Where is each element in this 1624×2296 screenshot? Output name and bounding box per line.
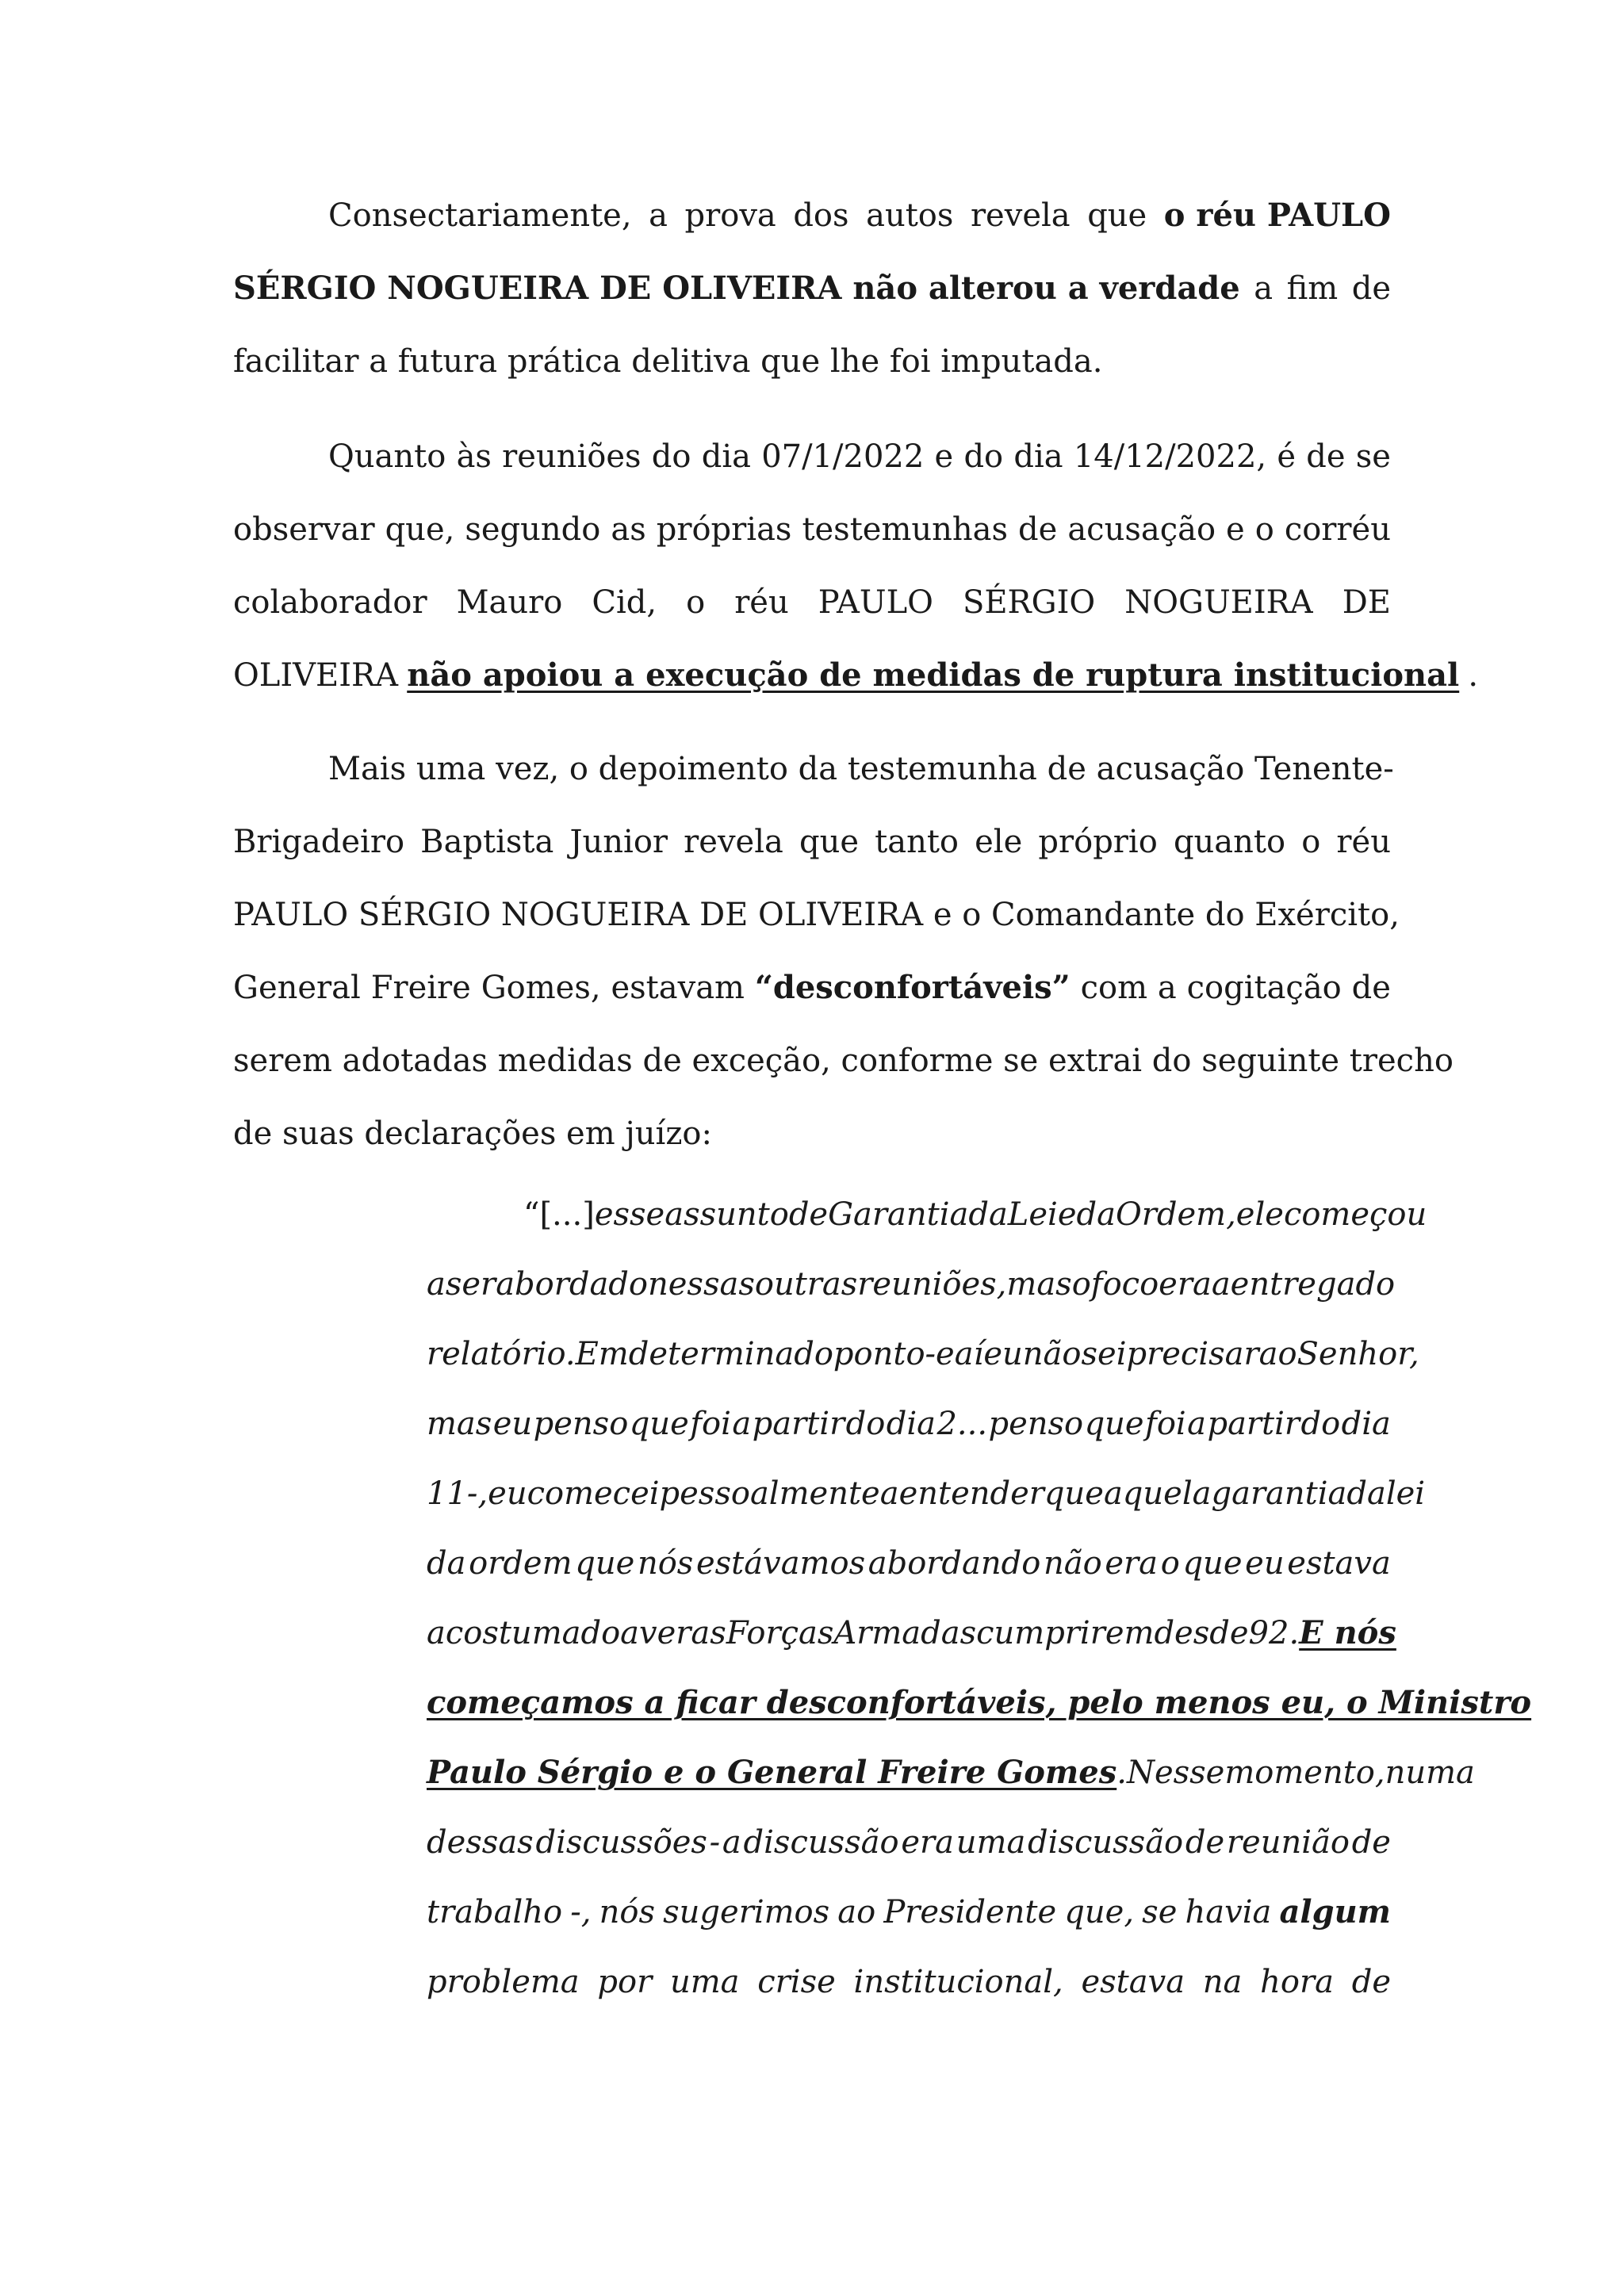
quote-segment: discussão bbox=[743, 1824, 899, 1861]
quote-segment: foi bbox=[690, 1406, 731, 1442]
quote-line-6 bbox=[427, 1544, 1391, 1582]
quote-segment: ao bbox=[1258, 1336, 1297, 1372]
quote-segment: aí bbox=[954, 1336, 984, 1372]
quote-segment: 11 bbox=[427, 1475, 467, 1512]
quote-line-1 bbox=[523, 1196, 1427, 1234]
quote-segment: que bbox=[1182, 1545, 1243, 1582]
text-segment: às bbox=[456, 438, 492, 475]
quote-segment: da bbox=[968, 1196, 1008, 1233]
quote-segment: do bbox=[845, 1406, 886, 1442]
text-segment: quanto bbox=[1173, 824, 1286, 860]
text-segment: Cid, bbox=[592, 584, 657, 621]
quote-segment: eu bbox=[488, 1475, 527, 1512]
quote-segment: reunião bbox=[1226, 1824, 1350, 1861]
paragraph-2-line-3 bbox=[233, 584, 1391, 622]
text-segment: que bbox=[799, 824, 860, 860]
quote-segment: abordando bbox=[868, 1545, 1041, 1582]
text-segment: dia bbox=[1013, 438, 1063, 475]
quote-segment: Ordem, bbox=[1115, 1196, 1236, 1233]
quote-segment: precisar bbox=[1126, 1336, 1259, 1372]
quote-segment: pessoalmente bbox=[659, 1475, 880, 1512]
text-segment: 07/1/2022 bbox=[761, 438, 925, 475]
paragraph-1-line-3 bbox=[233, 342, 1391, 381]
quote-segment: que bbox=[1044, 1475, 1104, 1512]
quote-segment: foco bbox=[1090, 1266, 1159, 1303]
text-segment: que bbox=[1087, 197, 1147, 234]
text-segment: não apoiou a execução de medidas de ruptura institucional bbox=[407, 656, 1460, 694]
quote-segment: institucional, bbox=[853, 1964, 1063, 2000]
text-segment: de bbox=[1306, 438, 1346, 475]
quote-segment: hora bbox=[1260, 1964, 1334, 2000]
text-segment: Quanto bbox=[328, 438, 446, 475]
quote-segment: sei bbox=[1081, 1336, 1127, 1372]
quote-segment: dessas bbox=[427, 1824, 534, 1861]
quote-segment: desde bbox=[1154, 1615, 1249, 1651]
quote-segment: era bbox=[901, 1824, 954, 1861]
text-segment: DE bbox=[1342, 584, 1391, 621]
quote-segment: acostumado bbox=[427, 1615, 621, 1651]
text-segment: “desconfortáveis” bbox=[754, 969, 1071, 1006]
quote-segment: cumprirem bbox=[976, 1615, 1155, 1651]
quote-segment: estávamos bbox=[695, 1545, 866, 1582]
text-segment: OLIVEIRA bbox=[233, 657, 399, 694]
text-segment: Baptista bbox=[420, 824, 554, 860]
text-segment: 14/12/2022, bbox=[1073, 438, 1267, 475]
quote-segment: e bbox=[936, 1336, 955, 1372]
text-segment: prova bbox=[684, 197, 776, 234]
text-segment: SÉRGIO bbox=[962, 584, 1096, 621]
quote-segment: 2... bbox=[936, 1406, 988, 1442]
quote-segment: de bbox=[1351, 1824, 1391, 1861]
quote-segment: “[...] bbox=[523, 1196, 595, 1233]
quote-segment: Nesse bbox=[1126, 1755, 1225, 1791]
text-segment: observar bbox=[233, 511, 375, 548]
paragraph-1-line-1 bbox=[328, 197, 1391, 235]
text-segment: Junior bbox=[569, 824, 668, 860]
quote-segment: problema bbox=[427, 1964, 580, 2000]
text-segment: as bbox=[611, 511, 646, 548]
quote-segment: Forças bbox=[726, 1615, 834, 1651]
text-segment: a bbox=[1157, 970, 1177, 1006]
text-segment: Brigadeiro bbox=[233, 824, 405, 860]
quote-segment: uma bbox=[669, 1964, 740, 2000]
quote-segment: a bbox=[427, 1266, 446, 1303]
text-segment: . bbox=[1468, 657, 1479, 694]
quote-segment: estava bbox=[1287, 1545, 1391, 1582]
quote-segment: da bbox=[427, 1545, 466, 1582]
quote-segment: e bbox=[1057, 1196, 1077, 1233]
quote-segment: aquela bbox=[1103, 1475, 1212, 1512]
quote-segment: uma bbox=[956, 1824, 1026, 1861]
quote-segment: determinado bbox=[628, 1336, 833, 1372]
quote-segment: discussão bbox=[1028, 1824, 1184, 1861]
text-segment: NOGUEIRA bbox=[1124, 584, 1313, 621]
quote-line-3 bbox=[427, 1335, 1419, 1373]
quote-segment: foi bbox=[1145, 1406, 1186, 1442]
quote-segment: Em bbox=[575, 1336, 629, 1372]
quote-segment: nós bbox=[637, 1545, 694, 1582]
quote-segment: Armadas bbox=[833, 1615, 977, 1651]
quote-segment: ver bbox=[639, 1615, 691, 1651]
text-segment: corréu bbox=[1284, 511, 1391, 548]
quote-segment: - bbox=[925, 1336, 936, 1372]
quote-segment: a bbox=[1211, 1266, 1231, 1303]
quote-segment: abordado bbox=[496, 1266, 648, 1303]
quote-segment: ser bbox=[445, 1266, 496, 1303]
text-segment: e bbox=[1226, 511, 1245, 548]
quote-segment: mas bbox=[427, 1406, 492, 1442]
text-segment: SÉRGIO NOGUEIRA DE OLIVEIRA não alterou a verdade bbox=[233, 270, 1240, 307]
quote-segment: E nós bbox=[1299, 1614, 1396, 1651]
paragraph-2-line-1 bbox=[328, 438, 1391, 476]
quote-line-4 bbox=[427, 1405, 1391, 1443]
quote-segment: o bbox=[1160, 1545, 1180, 1582]
text-segment: estavam bbox=[611, 970, 745, 1006]
quote-segment: não bbox=[1022, 1336, 1082, 1372]
quote-segment: do bbox=[1355, 1266, 1396, 1303]
quote-segment: Presidente bbox=[883, 1894, 1057, 1931]
paragraph-3-line-5 bbox=[233, 1042, 1454, 1080]
paragraph-3-line-2 bbox=[233, 823, 1391, 861]
text-segment: de bbox=[1351, 970, 1391, 1006]
quote-segment: algum bbox=[1279, 1893, 1391, 1931]
text-segment: acusação bbox=[1067, 511, 1216, 548]
quote-segment: trabalho bbox=[427, 1894, 563, 1931]
text-segment: se bbox=[1355, 438, 1391, 475]
quote-segment: era bbox=[1105, 1545, 1159, 1582]
text-segment: segundo bbox=[465, 511, 601, 548]
text-segment: dia bbox=[701, 438, 751, 475]
quote-segment: do bbox=[1300, 1406, 1341, 1442]
quote-segment: eu bbox=[1245, 1545, 1285, 1582]
quote-segment: que bbox=[1084, 1406, 1144, 1442]
text-segment: facilitar a futura prática delitiva que lhe foi imputada. bbox=[233, 343, 1103, 380]
text-segment: testemunhas bbox=[802, 511, 1009, 548]
text-segment: o bbox=[686, 584, 706, 621]
quote-segment: não bbox=[1044, 1545, 1102, 1582]
text-segment: a bbox=[649, 197, 668, 234]
text-segment: que, bbox=[385, 511, 455, 548]
quote-segment: a bbox=[732, 1406, 752, 1442]
text-segment: Gomes, bbox=[481, 970, 601, 1006]
quote-segment: penso bbox=[533, 1406, 629, 1442]
quote-line-2 bbox=[427, 1265, 1396, 1303]
text-segment: de suas declarações em juízo: bbox=[233, 1115, 712, 1152]
quote-segment: ele bbox=[1235, 1196, 1284, 1233]
quote-segment: 92. bbox=[1248, 1615, 1300, 1651]
quote-segment: -, bbox=[466, 1475, 488, 1512]
quote-segment: eu bbox=[492, 1406, 533, 1442]
text-segment: com bbox=[1080, 970, 1147, 1006]
paragraph-3-line-4 bbox=[233, 969, 1391, 1007]
quote-segment: dia bbox=[1341, 1406, 1391, 1442]
quote-segment: dia bbox=[886, 1406, 936, 1442]
quote-segment: nós bbox=[599, 1894, 655, 1931]
text-segment: Freire bbox=[370, 970, 471, 1006]
text-segment: Mauro bbox=[456, 584, 563, 621]
paragraph-3-line-6 bbox=[233, 1115, 1391, 1153]
quote-segment: que bbox=[575, 1545, 635, 1582]
quote-segment: Garantia bbox=[828, 1196, 969, 1233]
quote-segment: começamos a ficar desconfortáveis, pelo menos eu, o Ministro bbox=[427, 1684, 1532, 1721]
text-segment: próprio bbox=[1038, 824, 1158, 860]
quote-segment: havia bbox=[1185, 1894, 1272, 1931]
text-segment: autos bbox=[866, 197, 954, 234]
text-segment: dos bbox=[793, 197, 849, 234]
quote-segment: a bbox=[1187, 1406, 1207, 1442]
quote-segment: assunto bbox=[665, 1196, 789, 1233]
text-segment: reuniões bbox=[502, 438, 642, 475]
quote-segment: de bbox=[1351, 1964, 1391, 2000]
text-segment: General bbox=[233, 970, 361, 1006]
paragraph-2-line-2 bbox=[233, 511, 1391, 549]
text-segment: cogitação bbox=[1186, 970, 1342, 1006]
quote-segment: entrega bbox=[1230, 1266, 1356, 1303]
quote-segment: ao bbox=[837, 1894, 876, 1931]
quote-segment: entender bbox=[898, 1475, 1044, 1512]
quote-segment: era bbox=[1159, 1266, 1212, 1303]
paragraph-3-line-1 bbox=[328, 750, 1394, 788]
quote-segment: eu bbox=[983, 1336, 1023, 1372]
text-segment: o réu PAULO bbox=[1163, 197, 1391, 234]
quote-segment: da bbox=[1346, 1475, 1386, 1512]
quote-line-10 bbox=[427, 1823, 1391, 1862]
text-segment: réu bbox=[734, 584, 789, 621]
quote-segment: o bbox=[1071, 1266, 1091, 1303]
text-segment: revela bbox=[970, 197, 1071, 234]
quote-segment: se bbox=[1142, 1894, 1178, 1931]
quote-segment: lei bbox=[1385, 1475, 1426, 1512]
text-segment: colaborador bbox=[233, 584, 427, 621]
quote-segment: as bbox=[691, 1615, 726, 1651]
quote-segment: reuniões, bbox=[857, 1266, 1007, 1303]
quote-segment: -, bbox=[570, 1894, 592, 1931]
quote-segment: . bbox=[1116, 1755, 1127, 1791]
text-segment: é bbox=[1277, 438, 1297, 475]
quote-segment: que bbox=[629, 1406, 689, 1442]
quote-segment: nessas bbox=[647, 1266, 755, 1303]
quote-segment: ordem bbox=[469, 1545, 573, 1582]
quote-segment: da bbox=[1076, 1196, 1116, 1233]
quote-segment: penso bbox=[988, 1406, 1084, 1442]
quote-segment: mas bbox=[1006, 1266, 1072, 1303]
text-segment: PAULO bbox=[818, 584, 933, 621]
quote-line-8 bbox=[427, 1684, 1532, 1722]
text-segment: tanto bbox=[875, 824, 959, 860]
text-segment: ele bbox=[975, 824, 1023, 860]
quote-segment: por bbox=[597, 1964, 653, 2000]
quote-segment: momento, bbox=[1224, 1755, 1385, 1791]
text-segment: revela bbox=[684, 824, 783, 860]
text-segment: o bbox=[1254, 511, 1274, 548]
quote-segment: numa bbox=[1385, 1755, 1475, 1791]
quote-line-11 bbox=[427, 1893, 1391, 1931]
quote-segment: relatório. bbox=[427, 1336, 576, 1372]
text-segment: Consectariamente, bbox=[328, 197, 632, 234]
text-segment: e bbox=[934, 438, 954, 475]
quote-segment: de bbox=[1185, 1824, 1225, 1861]
text-segment: réu bbox=[1336, 824, 1391, 860]
quote-segment: estava bbox=[1081, 1964, 1185, 2000]
quote-line-9 bbox=[427, 1754, 1475, 1792]
quote-segment: comecei bbox=[527, 1475, 660, 1512]
text-segment: o bbox=[1301, 824, 1321, 860]
quote-segment: a bbox=[879, 1475, 899, 1512]
text-segment: Mais uma vez, o depoimento da testemunha de acusação Tenente- bbox=[328, 751, 1394, 787]
text-segment: de bbox=[1351, 270, 1391, 307]
text-segment: do bbox=[651, 438, 691, 475]
quote-segment: esse bbox=[594, 1196, 665, 1233]
quote-segment: partir bbox=[1207, 1406, 1300, 1442]
quote-segment: a bbox=[620, 1615, 640, 1651]
quote-segment: - bbox=[709, 1824, 721, 1861]
quote-segment: na bbox=[1202, 1964, 1243, 2000]
quote-line-12 bbox=[427, 1963, 1391, 2001]
text-segment: fim bbox=[1286, 270, 1339, 307]
quote-segment: começou bbox=[1283, 1196, 1427, 1233]
paragraph-3-line-3 bbox=[233, 896, 1400, 934]
text-segment: serem adotadas medidas de exceção, conforme se extrai do seguinte trecho bbox=[233, 1043, 1454, 1079]
paragraph-2-line-4 bbox=[233, 656, 1479, 695]
text-segment: de bbox=[1018, 511, 1058, 548]
quote-line-7 bbox=[427, 1614, 1396, 1652]
quote-segment: Senhor, bbox=[1297, 1336, 1419, 1372]
quote-segment: outras bbox=[754, 1266, 858, 1303]
quote-segment: Paulo Sérgio e o General Freire Gomes bbox=[427, 1754, 1117, 1791]
quote-segment: discussões bbox=[535, 1824, 707, 1861]
quote-segment: Lei bbox=[1007, 1196, 1058, 1233]
quote-line-5 bbox=[427, 1475, 1426, 1513]
quote-segment: sugerimos bbox=[663, 1894, 830, 1931]
quote-segment: a bbox=[722, 1824, 741, 1861]
quote-segment: de bbox=[788, 1196, 829, 1233]
quote-segment: garantia bbox=[1211, 1475, 1347, 1512]
paragraph-1-line-2 bbox=[233, 270, 1391, 308]
quote-segment: que, bbox=[1064, 1894, 1135, 1931]
text-segment: PAULO SÉRGIO NOGUEIRA DE OLIVEIRA e o Comandante do Exército, bbox=[233, 897, 1400, 933]
quote-segment: crise bbox=[757, 1964, 836, 2000]
text-segment: do bbox=[963, 438, 1004, 475]
quote-segment: partir bbox=[752, 1406, 845, 1442]
text-segment: a bbox=[1254, 270, 1274, 307]
text-segment: próprias bbox=[656, 511, 792, 548]
quote-segment: ponto bbox=[833, 1336, 925, 1372]
